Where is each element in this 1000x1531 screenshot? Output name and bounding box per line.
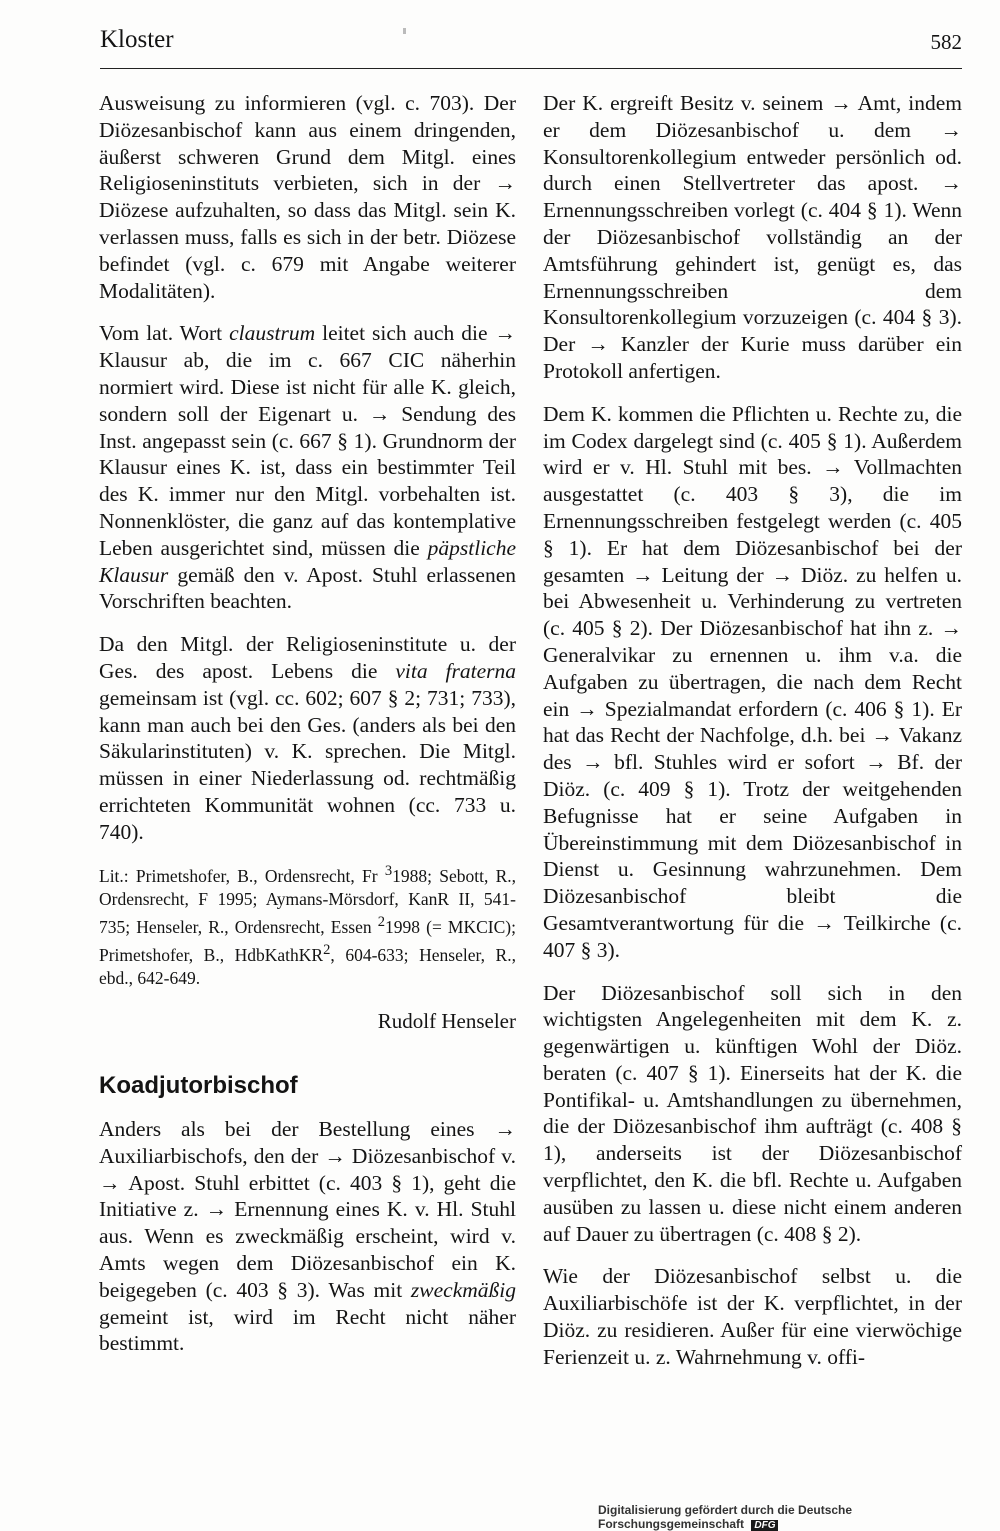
paragraph: Vom lat. Wort claustrum leitet sich auch die → Klausur ab, die im c. 667 CIC näherhin normiert wird. Diese ist nicht für alle K. gleich, sondern soll der Eigenart u. → Sendung des Inst. angepasst sein (c. 667 § 1). Grundnorm der Klausur eines K. ist, dass ein bestimmter Teil des K. immer nur den Mitgl. vorbehalten ist. Nonnenklöster, die ganz auf das kontemplative Leben ausgerichtet sind, müssen die päpstliche Klausur gemäß den v. Apost. Stuhl erlassenen Vorschriften beachten. [99,321,516,614]
literature-references: Lit.: Primetshofer, B., Ordensrecht, Fr $^3$1988; Sebott, R., Ordensrecht, F 1995; Aymans-Mörsdorf, KanR II, 541-735; Henseler, R., Ordensrecht, Essen $^2$1998 (= MKCIC); Primetshofer, B., HdbKathKR$^2$, 604-633; Henseler, R., ebd., 642-649. [99,862,516,989]
right-column [543,90,962,1387]
footer-text: Digitalisierung gefördert durch die Deutsche Forschungsgemeinschaft [598,1503,853,1531]
paragraph: Da den Mitgl. der Religioseninstitute u. der Ges. des apost. Lebens die vita fraterna gemeinsam ist (vgl. cc. 602; 607 § 2; 731; 733), kann man auch bei den Ges. (anders als bei den Säkularinstituten) v. K. sprechen. Die Mitgl. müssen in einer Niederlassung od. rechtmäßig errichteten Kommunität wohnen (cc. 733 u. 740). [99,632,516,844]
entry-heading: Koadjutorbischof [99,1072,298,1100]
paragraph: Der K. ergreift Besitz v. seinem → Amt, indem er dem Diözesanbischof u. dem → Konsultorenkollegium entweder persönlich od. durch einen Stellvertreter das apost. → Ernennungsschreiben vorlegt (c. 404 § 1). Wenn der Diözesanbischof vollständig an der Amtsführung gehindert ist, genügt es, das Ernennungsschreiben dem Konsultorenkollegium vorzuzeigen (c. 404 § 3). Der → Kanzler der Kurie muss darüber ein Protokoll anfertigen. [543,91,962,383]
italic-term: zweckmäßig [410,1277,516,1302]
paragraph: Dem K. kommen die Pflichten u. Rechte zu, die im Codex dargelegt sind (c. 405 § 1). Außerdem wird er v. Hl. Stuhl mit bes. → Vollmachten ausgestattet (c. 403 § 3), die im Ernennungsschreiben festgelegt werden (c. 405 § 1). Er hat dem Diözesanbischof bei der gesamten → Leitung der → Diöz. zu helfen u. bei Abwesenheit u. Verhinderung zu vertreten (c. 405 § 2). Der Diözesanbischof hat ihn z. → Generalvikar zu ernennen u. ihm v.a. die Aufgaben zu übertragen, die nach dem Recht ein → Spezialmandat erfordern (c. 406 § 1). Er hat das Recht der Nachfolge, d.h. bei → Vakanz des → bfl. Stuhles wird er sofort → Bf. der Diöz. (c. 409 § 1). Trotz der weitgehenden Befugnisse hat er seine Aufgaben in Übereinstimmung mit dem Diözesanbischof in Dienst u. Gesinnung wahrzunehmen. Dem Diözesanbischof bleibt die Gesamtverantwortung für die → Teilkirche (c. 407 § 3). [543,401,962,962]
paragraph: Wie der Diözesanbischof selbst u. die Auxiliarbischöfe ist der K. verpflichtet, in der Diöz. zu residieren. Außer für eine vierwöchige Ferienzeit u. z. Wahrnehmung v. offi- [543,1264,962,1369]
left-column [99,90,516,1373]
italic-term: päpstliche Klausur [99,535,516,587]
author-signature: Rudolf Henseler [377,1009,516,1034]
dfg-logo: DFG [751,1520,778,1531]
italic-term: claustrum [229,321,316,346]
paragraph: Ausweisung zu informieren (vgl. c. 703). Der Diözesanbischof kann aus einem dringenden, äußerst schweren Grund dem Mitgl. eines Religioseninstituts verbieten, sich in der → Diözese aufzuhalten, so dass das Mitgl. sein K. verlassen muss, falls es sich in der betr. Diözese befindet (vgl. c. 679 mit Angabe weiterer Modalitäten). [99,91,516,303]
page-number: 582 [930,30,962,54]
paragraph: Der Diözesanbischof soll sich in den wichtigsten Angelegenheiten mit dem K. z. gegenwärtigen u. künftigen Wohl der Diöz. beraten (c. 407 § 1). Einerseits hat der K. die Pontifikal- u. Amtshandlungen zu übernehmen, die der Diözesanbischof ihm aufträgt (c. 408 § 1), anderseits ist der Diözesanbischof verpflichtet, den K. die bfl. Rechte u. Aufgaben ausüben zu lassen u. diese nicht einem anderen auf Dauer zu übertragen (c. 408 § 2). [543,980,962,1246]
paragraph: Anders als bei der Bestellung eines → Auxiliarbischofs, den der → Diözesanbischof v. → Apost. Stuhl erbittet (c. 403 § 1), geht die Initiative z. → Ernennung eines K. v. Hl. Stuhl aus. Wenn es zweckmäßig erscheint, wird v. Amts wegen dem Diözesanbischof ein K. beigegeben (c. 403 § 3). Was mit zweckmäßig gemeint ist, wird im Recht nicht näher bestimmt. [99,1117,516,1356]
running-header [100,24,962,69]
digitization-footer [598,1503,1000,1531]
running-title: Kloster [100,26,174,53]
italic-term: vita fraterna [395,658,516,683]
